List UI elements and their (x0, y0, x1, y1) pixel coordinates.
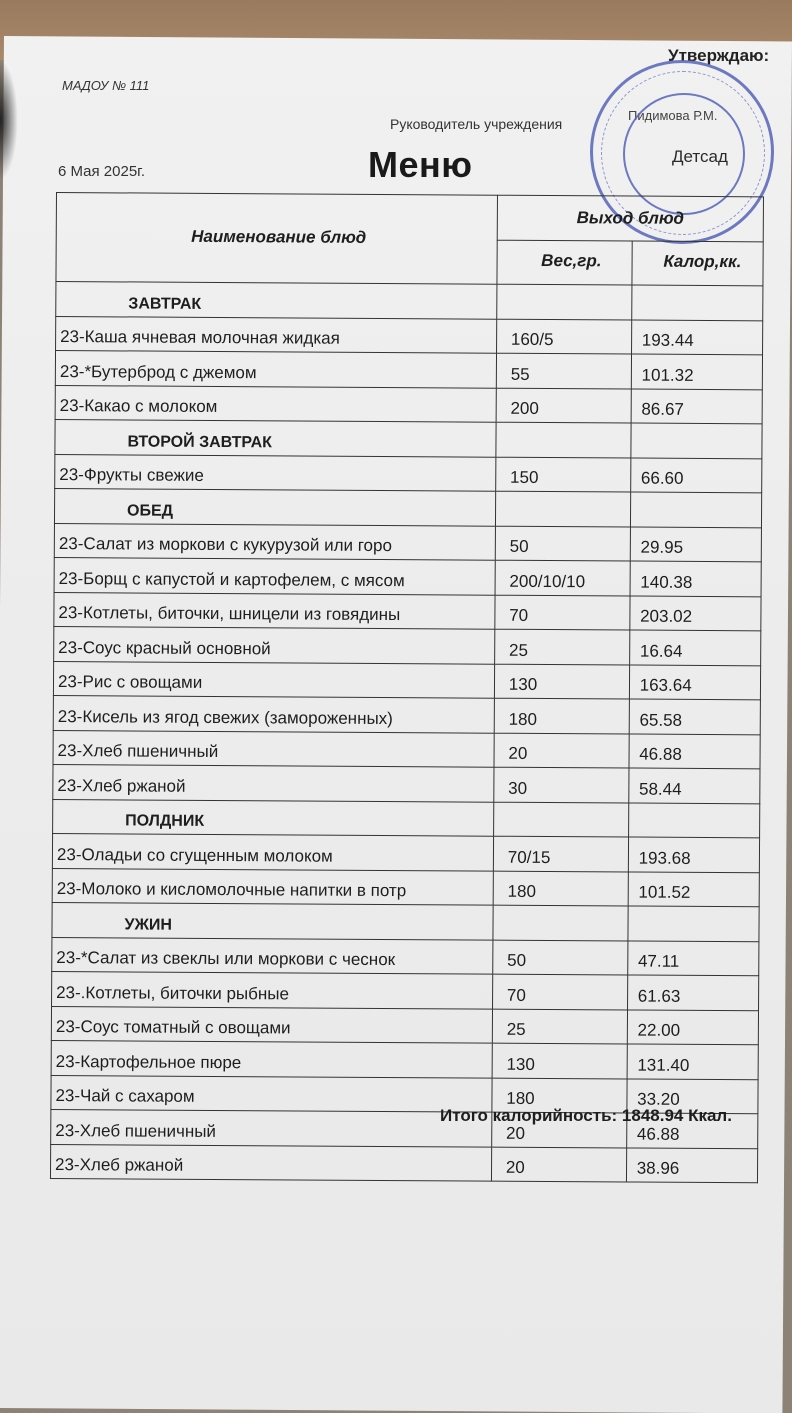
section-title: ОБЕД (54, 488, 495, 525)
dish-calories: 193.68 (628, 837, 760, 872)
table-row (53, 661, 760, 700)
dish-name: 23-Хлеб пшеничный (51, 1109, 492, 1146)
table-row (50, 1144, 757, 1183)
empty-cell (631, 285, 763, 320)
dish-weight: 150 (496, 457, 631, 492)
dish-weight: 70 (492, 974, 627, 1009)
dish-name: 23-Соус томатный с овощами (51, 1006, 492, 1043)
dish-calories: 58.44 (628, 768, 760, 803)
table-row (54, 626, 761, 665)
dish-calories: 193.44 (631, 320, 763, 355)
head-label: Руководитель учреждения (390, 116, 563, 132)
paper-shadow (0, 60, 18, 180)
dish-calories: 61.63 (627, 975, 759, 1010)
table-row (53, 695, 760, 734)
table-row (55, 351, 762, 390)
table-row (52, 833, 759, 872)
dish-name: 23-Чай с сахаром (51, 1075, 492, 1112)
dish-calories: 46.88 (626, 1113, 758, 1148)
dish-weight: 180 (493, 871, 628, 906)
dish-calories: 101.52 (628, 872, 760, 907)
empty-cell (628, 803, 760, 838)
section-title: ВТОРОЙ ЗАВТРАК (55, 419, 496, 456)
table-row (54, 523, 761, 562)
dish-calories: 22.00 (627, 1010, 759, 1045)
dish-name: 23-Салат из моркови с кукурузой или горо (54, 523, 495, 560)
dish-weight: 130 (492, 1043, 627, 1078)
dish-name: 23-Картофельное пюре (51, 1040, 492, 1077)
dish-name: 23-Рис с овощами (53, 661, 494, 698)
empty-cell (493, 905, 628, 940)
section-title: ПОЛДНИК (53, 799, 494, 836)
table-row (56, 316, 763, 355)
dish-weight: 25 (492, 1009, 627, 1044)
table-row (52, 868, 759, 907)
table-header-row (56, 193, 763, 242)
dish-weight: 200 (496, 388, 631, 423)
dish-name: 23-Каша ячневая молочная жидкая (56, 316, 497, 353)
empty-cell (493, 802, 628, 837)
table-row (55, 385, 762, 424)
dish-calories: 101.32 (631, 354, 763, 389)
dish-calories: 66.60 (630, 458, 762, 493)
dish-weight: 20 (494, 733, 629, 768)
dish-name: 23-Борщ с капустой и картофелем, с мясом (54, 557, 495, 594)
column-header-weight: Вес,гр. (497, 240, 632, 285)
dish-weight: 50 (495, 526, 630, 561)
organization-name: МАДОУ № 111 (62, 78, 150, 93)
dish-name: 23-Хлеб пшеничный (53, 730, 494, 767)
section-row (55, 419, 762, 458)
table-row (54, 592, 761, 631)
table-row (52, 937, 759, 976)
dish-name: 23-Молоко и кисломолочные напитки в потр (52, 868, 493, 905)
section-row (56, 282, 763, 321)
dish-calories: 46.88 (629, 734, 761, 769)
dish-calories: 203.02 (630, 596, 762, 631)
menu-table (50, 192, 764, 1183)
empty-cell (631, 423, 763, 458)
dish-name: 23-.Котлеты, биточки рыбные (52, 971, 493, 1008)
dish-name: 23-Кисель из ягод свежих (замороженных) (53, 695, 494, 732)
dish-weight: 25 (494, 629, 629, 664)
section-row (54, 488, 761, 527)
dish-weight: 30 (494, 767, 629, 802)
dish-name: 23-*Салат из свеклы или моркови с чеснок (52, 937, 493, 974)
table-row (51, 1040, 758, 1079)
dish-calories: 163.64 (629, 665, 761, 700)
dish-calories: 16.64 (629, 630, 761, 665)
dish-calories: 65.58 (629, 699, 761, 734)
empty-cell (630, 492, 762, 527)
table-row (51, 1006, 758, 1045)
dish-weight: 50 (493, 940, 628, 975)
dish-calories: 131.40 (627, 1044, 759, 1079)
section-row (53, 799, 760, 838)
dish-calories: 86.67 (631, 389, 763, 424)
section-title: ЗАВТРАК (56, 282, 497, 319)
empty-cell (497, 284, 632, 319)
dish-name: 23-Котлеты, биточки, шницели из говядины (54, 592, 495, 629)
dish-weight: 70 (495, 595, 630, 630)
dish-calories: 33.20 (627, 1079, 759, 1114)
dish-weight: 130 (494, 664, 629, 699)
dish-calories: 38.96 (626, 1148, 758, 1183)
section-row (52, 902, 759, 941)
dish-weight: 180 (492, 1078, 627, 1113)
page-title: Меню (368, 144, 473, 185)
section-title: УЖИН (52, 902, 493, 939)
dish-name: 23-Соус красный основной (54, 626, 495, 663)
dish-weight: 160/5 (496, 319, 631, 354)
table-row (53, 730, 760, 769)
dish-weight: 20 (491, 1147, 626, 1182)
dish-name: 23-Фрукты свежие (55, 454, 496, 491)
dish-name: 23-*Бутерброд с джемом (55, 351, 496, 388)
total-calories: Итого калорийность: 1848.94 Ккал. (440, 1106, 732, 1125)
dish-name: 23-Какао с молоком (55, 385, 496, 422)
table-row (52, 971, 759, 1010)
empty-cell (628, 906, 760, 941)
dish-name: 23-Хлеб ржаной (53, 764, 494, 801)
dish-calories: 47.11 (627, 941, 759, 976)
dish-weight: 180 (494, 698, 629, 733)
column-header-output: Выход блюд (497, 195, 763, 242)
dish-calories: 29.95 (630, 527, 762, 562)
dish-weight: 55 (496, 353, 631, 388)
dish-weight: 70/15 (493, 836, 628, 871)
dish-calories: 140.38 (630, 561, 762, 596)
empty-cell (495, 491, 630, 526)
menu-date: 6 Мая 2025г. (58, 163, 145, 180)
dish-name: 23-Оладьи со сгущенным молоком (52, 833, 493, 870)
empty-cell (496, 422, 631, 457)
stamp-word: Детсад (672, 147, 728, 166)
table-row (53, 764, 760, 803)
dish-name: 23-Хлеб ржаной (50, 1144, 491, 1181)
dish-weight: 20 (492, 1112, 627, 1147)
column-header-calories: Калор,кк. (632, 241, 764, 286)
dish-weight: 200/10/10 (495, 560, 630, 595)
table-row (54, 557, 761, 596)
table-row (55, 454, 762, 493)
approve-label: Утверждаю: (668, 46, 770, 65)
head-name: Пидимова Р.М. (628, 108, 718, 123)
column-header-name: Наименование блюд (56, 193, 497, 285)
